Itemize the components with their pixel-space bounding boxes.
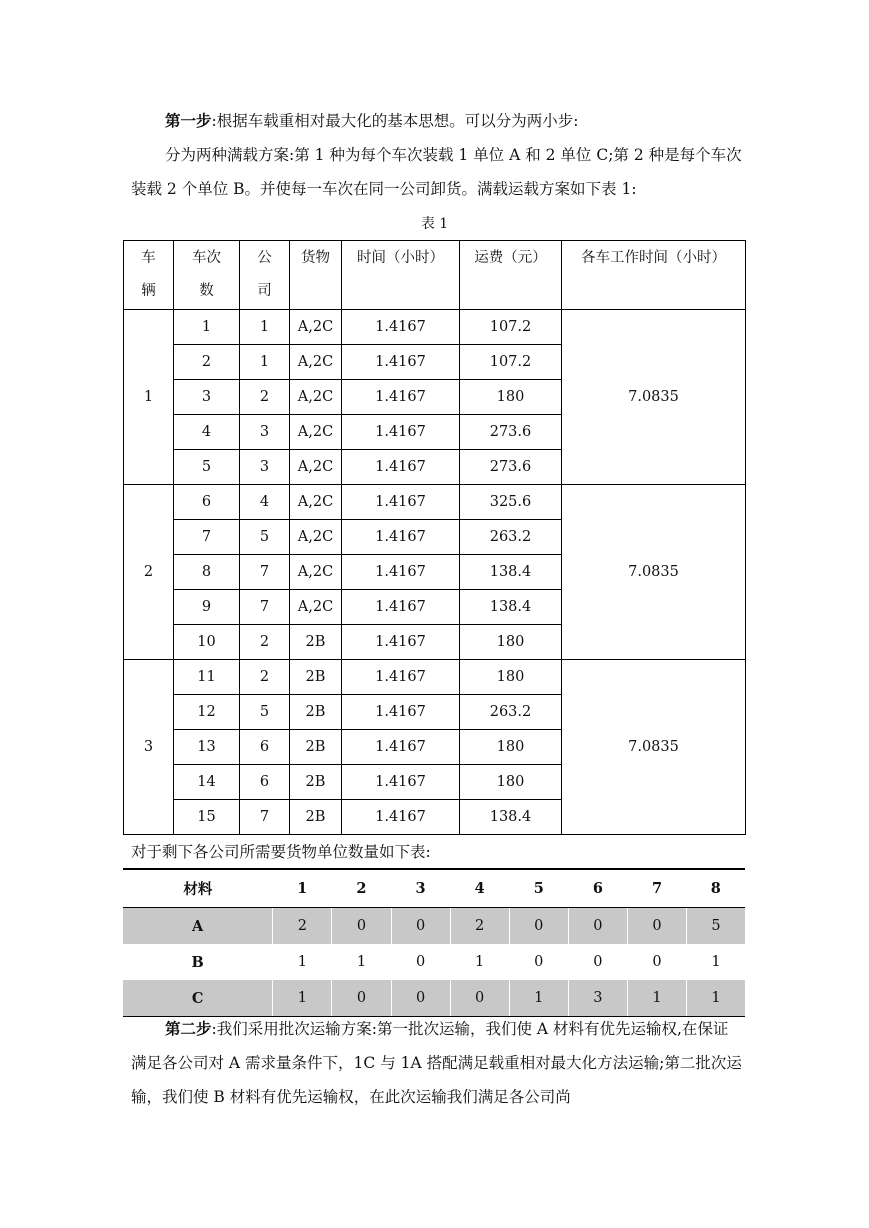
trip-cell: 9 <box>174 590 240 625</box>
table2-intro: 对于剩下各公司所需要货物单位数量如下表: <box>131 843 431 861</box>
quantity-cell: 2 <box>450 908 509 945</box>
quantity-cell: 0 <box>509 944 568 980</box>
quantity-cell: 0 <box>568 944 627 980</box>
company-cell: 1 <box>240 345 290 380</box>
quantity-cell: 0 <box>509 908 568 945</box>
company-cell: 5 <box>240 695 290 730</box>
freight-cell: 138.4 <box>460 590 562 625</box>
step2-text: :我们采用批次运输方案:第一批次运输，我们使 A 材料有优先运输权,在保证满足各公司对 A 需求量条件下，1C 与 1A 搭配满足载重相对最大化方法运输;第二批次运输，我们使 B 材料有优先运输权，在此次运输我们满足各公司尚 <box>131 1020 742 1106</box>
company-header: 5 <box>509 869 568 908</box>
cargo-cell: A,2C <box>290 450 342 485</box>
table-row <box>124 660 746 695</box>
material-label: A <box>123 908 273 945</box>
time-cell: 1.4167 <box>342 695 460 730</box>
freight-cell: 180 <box>460 625 562 660</box>
company-cell: 7 <box>240 555 290 590</box>
vehicle-cell: 3 <box>124 660 174 835</box>
trip-cell: 3 <box>174 380 240 415</box>
work-time-cell: 7.0835 <box>562 485 746 660</box>
work-time-cell: 7.0835 <box>562 310 746 485</box>
table-row <box>123 944 745 980</box>
time-cell: 1.4167 <box>342 800 460 835</box>
freight-cell: 273.6 <box>460 415 562 450</box>
company-cell: 7 <box>240 800 290 835</box>
transport-plan-table <box>123 240 746 835</box>
cargo-cell: 2B <box>290 625 342 660</box>
quantity-cell: 1 <box>273 944 332 980</box>
demand-header-row <box>123 869 745 908</box>
time-cell: 1.4167 <box>342 555 460 590</box>
company-cell: 6 <box>240 730 290 765</box>
freight-cell: 180 <box>460 660 562 695</box>
quantity-cell: 1 <box>687 944 745 980</box>
trip-cell: 1 <box>174 310 240 345</box>
company-header: 3 <box>391 869 450 908</box>
work-time-cell: 7.0835 <box>562 660 746 835</box>
trip-cell: 8 <box>174 555 240 590</box>
trip-cell: 12 <box>174 695 240 730</box>
freight-cell: 263.2 <box>460 520 562 555</box>
time-cell: 1.4167 <box>342 520 460 555</box>
company-cell: 3 <box>240 415 290 450</box>
time-cell: 1.4167 <box>342 415 460 450</box>
step2-label: 第二步 <box>165 1019 212 1038</box>
time-cell: 1.4167 <box>342 625 460 660</box>
freight-cell: 325.6 <box>460 485 562 520</box>
quantity-cell: 0 <box>391 908 450 945</box>
header-trip-number: 车次数 <box>174 241 240 310</box>
company-cell: 6 <box>240 765 290 800</box>
quantity-cell: 0 <box>332 908 391 945</box>
header-time: 时间（小时） <box>342 241 460 310</box>
cargo-cell: 2B <box>290 800 342 835</box>
time-cell: 1.4167 <box>342 730 460 765</box>
time-cell: 1.4167 <box>342 310 460 345</box>
quantity-cell: 1 <box>273 980 332 1017</box>
quantity-cell: 0 <box>450 980 509 1017</box>
freight-cell: 273.6 <box>460 450 562 485</box>
company-header: 2 <box>332 869 391 908</box>
freight-cell: 138.4 <box>460 800 562 835</box>
trip-cell: 2 <box>174 345 240 380</box>
company-cell: 7 <box>240 590 290 625</box>
company-header: 4 <box>450 869 509 908</box>
quantity-cell: 0 <box>627 944 686 980</box>
header-work-time: 各车工作时间（小时） <box>562 241 746 310</box>
company-cell: 2 <box>240 660 290 695</box>
cargo-cell: A,2C <box>290 485 342 520</box>
time-cell: 1.4167 <box>342 660 460 695</box>
cargo-cell: 2B <box>290 730 342 765</box>
material-label: C <box>123 980 273 1017</box>
table-row <box>123 908 745 945</box>
time-cell: 1.4167 <box>342 765 460 800</box>
step1-label: 第一步 <box>165 111 212 130</box>
time-cell: 1.4167 <box>342 590 460 625</box>
trip-cell: 13 <box>174 730 240 765</box>
quantity-cell: 1 <box>627 980 686 1017</box>
company-header: 7 <box>627 869 686 908</box>
cargo-cell: A,2C <box>290 555 342 590</box>
cargo-cell: 2B <box>290 765 342 800</box>
company-header: 8 <box>687 869 745 908</box>
time-cell: 1.4167 <box>342 485 460 520</box>
remaining-demand-table <box>123 868 745 1017</box>
header-freight: 运费（元） <box>460 241 562 310</box>
trip-cell: 7 <box>174 520 240 555</box>
quantity-cell: 0 <box>391 980 450 1017</box>
quantity-cell: 2 <box>273 908 332 945</box>
quantity-cell: 0 <box>627 908 686 945</box>
freight-cell: 180 <box>460 380 562 415</box>
trip-cell: 10 <box>174 625 240 660</box>
freight-cell: 138.4 <box>460 555 562 590</box>
cargo-cell: A,2C <box>290 345 342 380</box>
vehicle-cell: 1 <box>124 310 174 485</box>
freight-cell: 180 <box>460 730 562 765</box>
company-header: 6 <box>568 869 627 908</box>
quantity-cell: 1 <box>687 980 745 1017</box>
freight-cell: 107.2 <box>460 345 562 380</box>
vehicle-cell: 2 <box>124 485 174 660</box>
trip-cell: 15 <box>174 800 240 835</box>
company-cell: 4 <box>240 485 290 520</box>
step1-paragraph <box>131 104 743 138</box>
quantity-cell: 5 <box>687 908 745 945</box>
quantity-cell: 3 <box>568 980 627 1017</box>
company-cell: 1 <box>240 310 290 345</box>
quantity-cell: 1 <box>332 944 391 980</box>
trip-cell: 6 <box>174 485 240 520</box>
trip-cell: 14 <box>174 765 240 800</box>
cargo-cell: A,2C <box>290 415 342 450</box>
company-cell: 3 <box>240 450 290 485</box>
quantity-cell: 0 <box>568 908 627 945</box>
table-row <box>124 310 746 345</box>
material-header: 材料 <box>123 869 273 908</box>
company-cell: 5 <box>240 520 290 555</box>
demand-body <box>123 908 745 1017</box>
time-cell: 1.4167 <box>342 450 460 485</box>
cargo-cell: A,2C <box>290 380 342 415</box>
cargo-cell: 2B <box>290 695 342 730</box>
cargo-cell: 2B <box>290 660 342 695</box>
cargo-cell: A,2C <box>290 520 342 555</box>
company-cell: 2 <box>240 625 290 660</box>
freight-cell: 263.2 <box>460 695 562 730</box>
cargo-cell: A,2C <box>290 590 342 625</box>
quantity-cell: 0 <box>332 980 391 1017</box>
time-cell: 1.4167 <box>342 380 460 415</box>
trip-cell: 4 <box>174 415 240 450</box>
header-vehicle: 车辆 <box>124 241 174 310</box>
step1-text: :根据车载重相对最大化的基本思想。可以分为两小步: <box>211 112 579 130</box>
transport-plan-body <box>124 310 746 835</box>
table1-caption: 表 1 <box>420 216 449 232</box>
trip-cell: 11 <box>174 660 240 695</box>
quantity-cell: 1 <box>509 980 568 1017</box>
time-cell: 1.4167 <box>342 345 460 380</box>
step2-paragraph <box>131 1012 743 1114</box>
table-row <box>124 485 746 520</box>
scheme-paragraph: 分为两种满载方案:第 1 种为每个车次装载 1 单位 A 和 2 单位 C;第 2 种是每个车次装载 2 个单位 B。并使每一车次在同一公司卸货。满载运载方案如下表 1: <box>131 146 742 198</box>
trip-cell: 5 <box>174 450 240 485</box>
header-company: 公司 <box>240 241 290 310</box>
freight-cell: 180 <box>460 765 562 800</box>
freight-cell: 107.2 <box>460 310 562 345</box>
company-cell: 2 <box>240 380 290 415</box>
header-cargo: 货物 <box>290 241 342 310</box>
quantity-cell: 1 <box>450 944 509 980</box>
company-header: 1 <box>273 869 332 908</box>
material-label: B <box>191 953 204 971</box>
cargo-cell: A,2C <box>290 310 342 345</box>
quantity-cell: 0 <box>391 944 450 980</box>
